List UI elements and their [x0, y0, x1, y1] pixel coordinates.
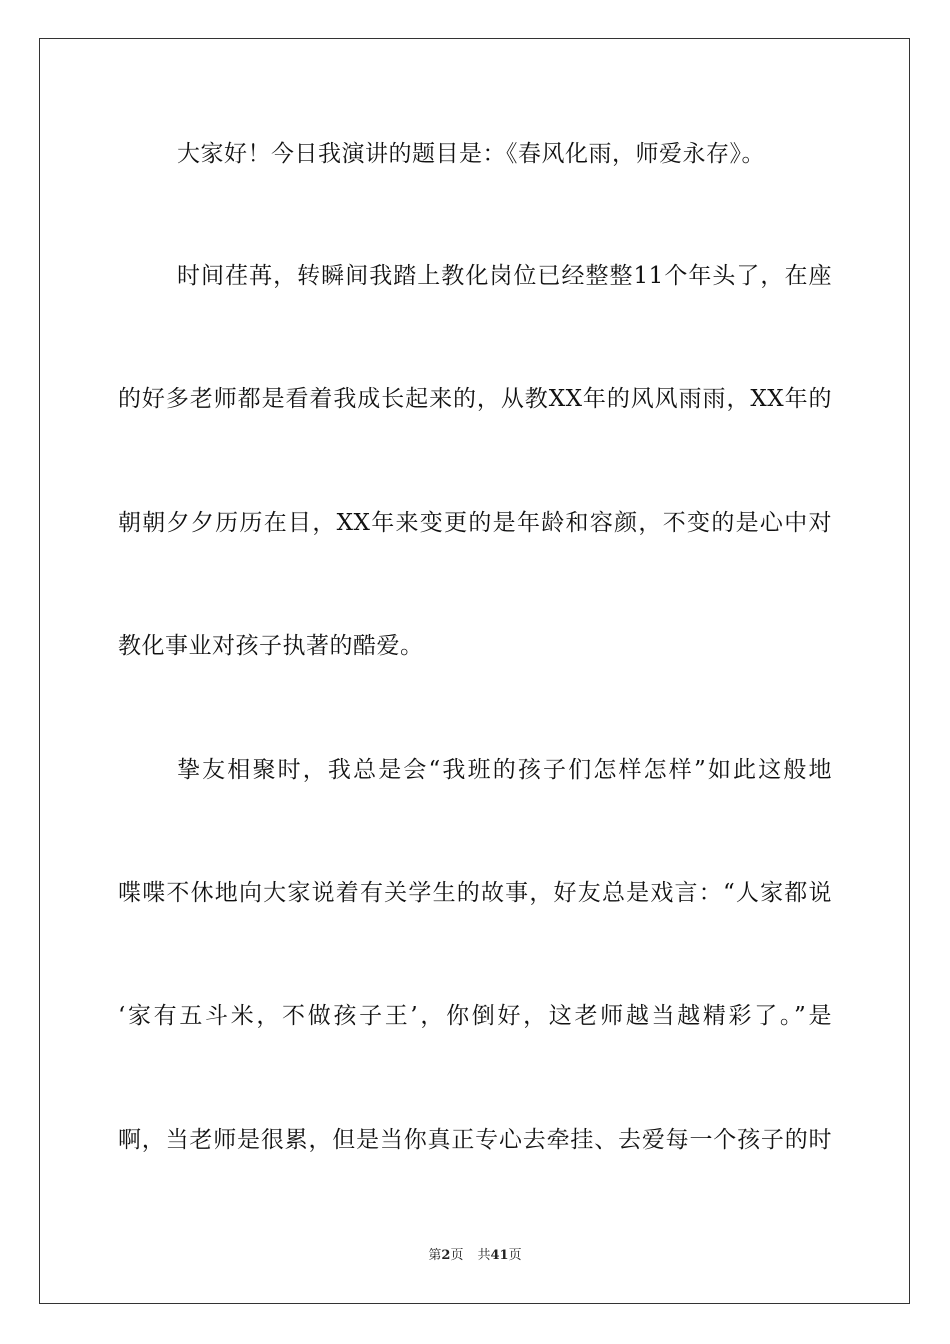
page-prefix: 第 [428, 1248, 442, 1263]
text-line: 朝朝夕夕历历在目，XX年来变更的是年龄和容颜，不变的是心中对 [118, 510, 832, 536]
text-line: 的好多老师都是看着我成长起来的，从教XX年的风风雨雨，XX年的 [118, 386, 832, 412]
page-footer [0, 1247, 950, 1265]
text-line: 啊，当老师是很累，但是当你真正专心去牵挂、去爱每一个孩子的时 [118, 1127, 832, 1153]
total-suffix: 页 [508, 1248, 522, 1263]
text-line: 教化事业对孩子执著的酷爱。 [118, 633, 424, 659]
page-border [39, 38, 910, 1304]
page-suffix: 页 [450, 1248, 464, 1263]
total-pages: 41 [490, 1248, 509, 1263]
page-number: 2 [441, 1248, 451, 1263]
text-line: 喋喋不休地向大家说着有关学生的故事，好友总是戏言：“人家都说 [118, 880, 832, 906]
text-line: 时间荏苒，转瞬间我踏上教化岗位已经整整11个年头了，在座 [177, 263, 832, 289]
total-prefix: 共 [477, 1248, 491, 1263]
text-line: 挚友相聚时，我总是会“我班的孩子们怎样怎样”如此这般地 [177, 757, 832, 783]
text-line: 大家好！今日我演讲的题目是：《春风化雨，师爱永存》。 [177, 141, 765, 167]
text-line: ‘家有五斗米，不做孩子王’，你倒好，这老师越当越精彩了。”是 [118, 1003, 832, 1029]
